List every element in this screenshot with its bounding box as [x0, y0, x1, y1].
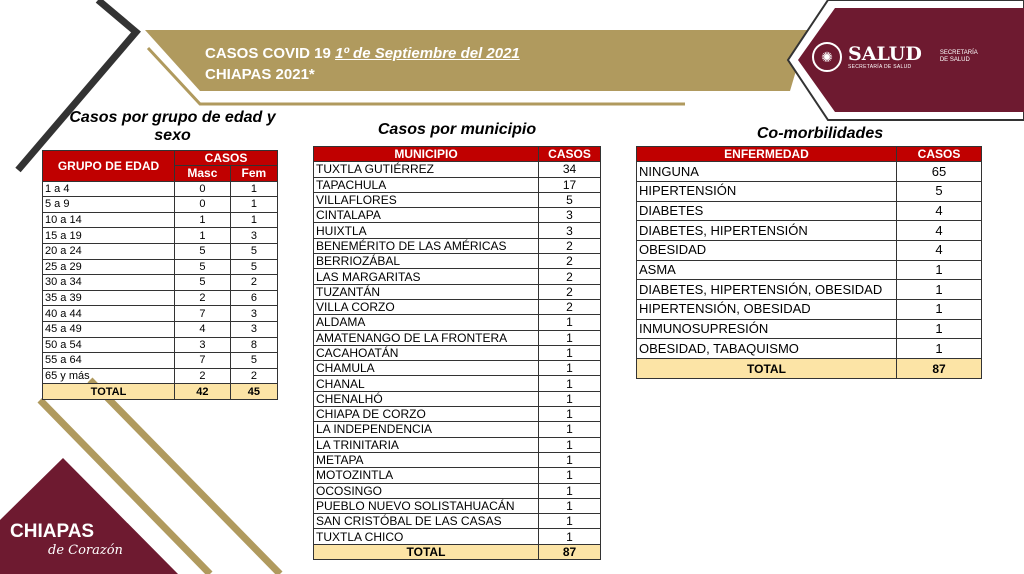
- total-row: [314, 544, 601, 559]
- row-value: 1: [897, 300, 982, 320]
- row-label: CHANAL: [314, 376, 539, 391]
- row-label: 20 a 24: [43, 243, 175, 259]
- row-value: 2: [539, 238, 601, 253]
- row-value: 2: [175, 290, 231, 306]
- table-row: [637, 339, 982, 359]
- total-row: [43, 384, 278, 400]
- table-row: [43, 181, 278, 197]
- row-value: 0: [175, 197, 231, 213]
- col-header-female: Fem: [230, 166, 277, 181]
- row-value: 1: [539, 468, 601, 483]
- row-value: 5: [230, 353, 277, 369]
- municipality-table: [313, 146, 601, 560]
- row-label: INMUNOSUPRESIÓN: [637, 319, 897, 339]
- row-value: 1: [539, 407, 601, 422]
- header-title: CASOS COVID 19: [205, 45, 331, 62]
- row-value: 5: [230, 259, 277, 275]
- row-value: 1: [230, 197, 277, 213]
- row-value: 2: [539, 284, 601, 299]
- row-label: LAS MARGARITAS: [314, 269, 539, 284]
- row-label: DIABETES, HIPERTENSIÓN, OBESIDAD: [637, 280, 897, 300]
- row-label: 55 a 64: [43, 353, 175, 369]
- table-row: [314, 299, 601, 314]
- table-row: [314, 376, 601, 391]
- row-value: 2: [230, 368, 277, 384]
- chiapas-salud-logo: SECRETARÍA DE SALUD: [939, 50, 978, 63]
- row-label: AMATENANGO DE LA FRONTERA: [314, 330, 539, 345]
- table-row: [637, 300, 982, 320]
- row-label: DIABETES, HIPERTENSIÓN: [637, 221, 897, 241]
- row-value: 1: [897, 339, 982, 359]
- row-value: 1: [897, 260, 982, 280]
- row-value: 5: [175, 243, 231, 259]
- total-value: 87: [539, 544, 601, 559]
- table-row: [314, 345, 601, 360]
- table-row: [637, 319, 982, 339]
- table-row: [637, 280, 982, 300]
- row-value: 1: [175, 228, 231, 244]
- row-value: 1: [539, 315, 601, 330]
- row-label: METAPA: [314, 452, 539, 467]
- col-header-cases: CASOS: [175, 151, 278, 166]
- table-row: [314, 238, 601, 253]
- table-row: [314, 223, 601, 238]
- logo-name: SALUD: [848, 42, 922, 65]
- table-row: [314, 192, 601, 207]
- coat-of-arms-icon: ✺: [812, 42, 842, 72]
- row-label: 10 a 14: [43, 212, 175, 228]
- table-row: [314, 498, 601, 513]
- row-value: 5: [230, 243, 277, 259]
- row-label: 65 y más: [43, 368, 175, 384]
- total-value: 87: [897, 359, 982, 379]
- table-row: [43, 353, 278, 369]
- age-table-title: Casos por grupo de edad y sexo: [69, 109, 276, 144]
- table-row: [314, 254, 601, 269]
- row-value: 65: [897, 162, 982, 182]
- row-label: CHAMULA: [314, 361, 539, 376]
- table-row: [314, 177, 601, 192]
- row-value: 2: [539, 254, 601, 269]
- row-value: 2: [175, 368, 231, 384]
- page-header: [205, 43, 520, 85]
- row-value: 1: [539, 514, 601, 529]
- table-row: [314, 315, 601, 330]
- table-row: [43, 243, 278, 259]
- row-label: TUZANTÁN: [314, 284, 539, 299]
- col-header-cases: CASOS: [897, 147, 982, 162]
- table-row: [314, 514, 601, 529]
- row-label: TUXTLA GUTIÉRREZ: [314, 162, 539, 177]
- total-label: TOTAL: [43, 384, 175, 400]
- table-row: [43, 368, 278, 384]
- row-label: ALDAMA: [314, 315, 539, 330]
- row-label: 15 a 19: [43, 228, 175, 244]
- table-row: [637, 201, 982, 221]
- row-value: 17: [539, 177, 601, 192]
- header-date: 1º de Septiembre del 2021: [335, 45, 520, 62]
- total-value: 42: [175, 384, 231, 400]
- row-value: 3: [230, 228, 277, 244]
- row-label: OCOSINGO: [314, 483, 539, 498]
- table-row: [314, 162, 601, 177]
- table-row: [314, 529, 601, 544]
- table-row: [314, 208, 601, 223]
- table-row: [637, 260, 982, 280]
- table-row: [43, 228, 278, 244]
- table-row: [314, 330, 601, 345]
- row-value: 1: [539, 422, 601, 437]
- row-value: 7: [175, 306, 231, 322]
- municipality-table-title: Casos por municipio: [377, 121, 537, 138]
- row-label: TAPACHULA: [314, 177, 539, 192]
- row-value: 1: [539, 529, 601, 544]
- row-label: VILLA CORZO: [314, 299, 539, 314]
- row-value: 4: [897, 201, 982, 221]
- row-value: 1: [539, 345, 601, 360]
- row-value: 1: [539, 391, 601, 406]
- row-label: 5 a 9: [43, 197, 175, 213]
- row-label: CHENALHÓ: [314, 391, 539, 406]
- row-label: OBESIDAD, TABAQUISMO: [637, 339, 897, 359]
- table-row: [314, 437, 601, 452]
- total-row: [637, 359, 982, 379]
- row-value: 3: [230, 321, 277, 337]
- row-value: 5: [897, 181, 982, 201]
- col-header-male: Masc: [175, 166, 231, 181]
- row-value: 4: [175, 321, 231, 337]
- row-value: 8: [230, 337, 277, 353]
- row-value: 2: [539, 269, 601, 284]
- row-value: 5: [175, 275, 231, 291]
- row-value: 0: [175, 181, 231, 197]
- row-label: OBESIDAD: [637, 241, 897, 261]
- table-row: [43, 306, 278, 322]
- table-row: [314, 468, 601, 483]
- row-value: 1: [539, 330, 601, 345]
- row-value: 1: [539, 452, 601, 467]
- row-label: BENEMÉRITO DE LAS AMÉRICAS: [314, 238, 539, 253]
- row-label: PUEBLO NUEVO SOLISTAHUACÁN: [314, 498, 539, 513]
- row-label: SAN CRISTÓBAL DE LAS CASAS: [314, 514, 539, 529]
- table-row: [637, 241, 982, 261]
- table-row: [43, 290, 278, 306]
- chiapas-logo-tagline: de Corazón: [48, 543, 123, 558]
- chiapas-logo: CHIAPAS: [10, 521, 95, 542]
- row-label: TUXTLA CHICO: [314, 529, 539, 544]
- row-label: ASMA: [637, 260, 897, 280]
- table-row: [314, 422, 601, 437]
- row-value: 1: [897, 319, 982, 339]
- row-value: 1: [539, 437, 601, 452]
- row-value: 3: [539, 208, 601, 223]
- table-row: [637, 221, 982, 241]
- row-value: 1: [539, 498, 601, 513]
- row-label: 1 a 4: [43, 181, 175, 197]
- table-row: [637, 181, 982, 201]
- table-row: [43, 212, 278, 228]
- col-header-cases: CASOS: [539, 147, 601, 162]
- row-value: 1: [539, 376, 601, 391]
- row-label: 45 a 49: [43, 321, 175, 337]
- row-label: CHIAPA DE CORZO: [314, 407, 539, 422]
- logo-sub: SECRETARÍA DE SALUD: [848, 63, 912, 70]
- row-label: HIPERTENSIÓN: [637, 181, 897, 201]
- row-value: 4: [897, 241, 982, 261]
- table-row: [314, 452, 601, 467]
- row-label: 50 a 54: [43, 337, 175, 353]
- row-value: 2: [230, 275, 277, 291]
- table-row: [43, 259, 278, 275]
- table-row: [314, 361, 601, 376]
- table-row: [314, 284, 601, 299]
- row-label: MOTOZINTLA: [314, 468, 539, 483]
- row-label: 35 a 39: [43, 290, 175, 306]
- col-header-age-group: GRUPO DE EDAD: [43, 151, 175, 182]
- row-value: 1: [230, 212, 277, 228]
- row-label: DIABETES: [637, 201, 897, 221]
- row-value: 1: [230, 181, 277, 197]
- row-value: 1: [539, 483, 601, 498]
- total-label: TOTAL: [314, 544, 539, 559]
- row-label: BERRIOZÁBAL: [314, 254, 539, 269]
- total-value: 45: [230, 384, 277, 400]
- row-label: NINGUNA: [637, 162, 897, 182]
- table-row: [43, 197, 278, 213]
- age-table: [42, 150, 278, 400]
- table-row: [637, 162, 982, 182]
- row-value: 7: [175, 353, 231, 369]
- row-label: LA TRINITARIA: [314, 437, 539, 452]
- table-row: [314, 391, 601, 406]
- row-value: 5: [539, 192, 601, 207]
- total-label: TOTAL: [637, 359, 897, 379]
- table-row: [314, 269, 601, 284]
- table-row: [43, 321, 278, 337]
- row-label: HIPERTENSIÓN, OBESIDAD: [637, 300, 897, 320]
- row-label: 40 a 44: [43, 306, 175, 322]
- comorbidity-table-title: Co-morbilidades: [756, 125, 884, 142]
- row-value: 4: [897, 221, 982, 241]
- row-value: 3: [230, 306, 277, 322]
- row-label: VILLAFLORES: [314, 192, 539, 207]
- header-subtitle: CHIAPAS 2021*: [205, 66, 315, 83]
- row-value: 3: [175, 337, 231, 353]
- table-row: [314, 483, 601, 498]
- row-label: LA INDEPENDENCIA: [314, 422, 539, 437]
- row-value: 1: [897, 280, 982, 300]
- row-value: 2: [539, 299, 601, 314]
- row-label: CINTALAPA: [314, 208, 539, 223]
- col-header-municipality: MUNICIPIO: [314, 147, 539, 162]
- salud-logo: [812, 42, 984, 72]
- col-header-disease: ENFERMEDAD: [637, 147, 897, 162]
- table-row: [43, 275, 278, 291]
- row-value: 34: [539, 162, 601, 177]
- row-value: 1: [175, 212, 231, 228]
- row-label: 25 a 29: [43, 259, 175, 275]
- row-label: CACAHOATÁN: [314, 345, 539, 360]
- table-row: [314, 407, 601, 422]
- row-label: HUIXTLA: [314, 223, 539, 238]
- row-value: 6: [230, 290, 277, 306]
- row-value: 5: [175, 259, 231, 275]
- row-value: 3: [539, 223, 601, 238]
- table-row: [43, 337, 278, 353]
- row-value: 1: [539, 361, 601, 376]
- row-label: 30 a 34: [43, 275, 175, 291]
- comorbidity-table: [636, 146, 982, 379]
